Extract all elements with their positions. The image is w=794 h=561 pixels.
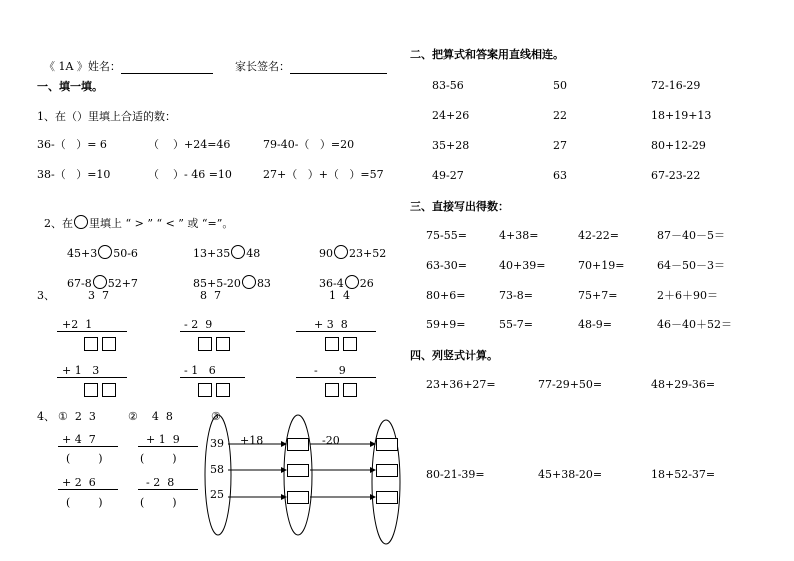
q2-title-pre: 2、在 [44,217,73,230]
compare-right: 83 [256,277,271,290]
parent-sign-label: 家长签名： [235,60,290,73]
mental-item[interactable]: 63-30= [426,259,467,272]
q1-item[interactable]: （ ）- 46 =10 [148,168,232,181]
compare-right: 52+7 [107,277,138,290]
match-expr[interactable]: 49-27 [432,169,464,182]
match-expr[interactable]: 83-56 [432,79,464,92]
match-answer[interactable]: 50 [553,79,567,92]
mental-item[interactable]: 75+7= [578,289,618,302]
answer-paren[interactable]: ( ) [140,496,177,509]
chain-op1: +18 [240,434,264,447]
q4-c-head: ③ [211,410,221,423]
q3-label: 3、 [37,289,55,302]
q4-op: + 1 9 [146,433,180,446]
mental-item[interactable]: 42-22= [578,229,619,242]
mental-item[interactable]: 80+6= [426,289,466,302]
q1-item[interactable]: （ ）+24=46 [148,138,231,151]
q1-item[interactable]: 27+（ ）+（ ）=57 [263,168,384,181]
q4-op: - 2 8 [146,476,175,489]
q4-label: 4、 [37,410,55,423]
chain-num: 25 [210,488,224,501]
chain-box-end[interactable] [376,438,398,451]
q3-op1: - 2 9 [184,318,213,331]
mental-item[interactable]: 59+9= [426,318,466,331]
q3-op1: + 3 8 [314,318,348,331]
q4-op: + 4 7 [62,433,96,446]
mental-item[interactable]: 48-9= [578,318,612,331]
chain-box-mid[interactable] [287,438,309,451]
match-expr[interactable]: 24+26 [432,109,470,122]
mental-item[interactable]: 40+39= [499,259,546,272]
q3-top: 8 7 [200,289,221,302]
q1-title: 1、在（）里填上合适的数： [37,110,176,123]
mental-item[interactable]: 75-55= [426,229,467,242]
compare-left: 67-8 [67,277,92,290]
match-answer[interactable]: 63 [553,169,567,182]
mental-item[interactable]: 70+19= [578,259,625,272]
vertical-calc[interactable]: 18+52-37= [651,468,716,481]
q4-op: + 2 6 [62,476,96,489]
section2-title: 二、把算式和答案用直线相连。 [410,48,564,61]
q3-op2: + 1 3 [62,364,100,377]
chain-box-end[interactable] [376,491,398,504]
chain-box-end[interactable] [376,464,398,477]
mental-item[interactable]: 4+38= [499,229,539,242]
match-expr[interactable]: 18+19+13 [651,109,712,122]
vertical-calc[interactable]: 48+29-36= [651,378,716,391]
mental-item[interactable]: 87－40－5＝ [657,229,725,242]
q1-item[interactable]: 79-40-（ ）=20 [263,138,355,151]
q3-op2: - 9 [314,364,346,377]
vertical-calc[interactable]: 45+38-20= [538,468,603,481]
mental-item[interactable]: 55-7= [499,318,533,331]
mental-item[interactable]: 73-8= [499,289,533,302]
compare-left: 85+5-20 [193,277,241,290]
q3-op1: +2 1 [62,318,93,331]
name-label: 《 1A 》姓名： [44,60,121,73]
chain-num: 39 [210,437,224,450]
section3-title: 三、直接写出得数： [410,200,509,213]
q4-a-head: ① 2 3 [58,410,96,423]
compare-left: 45+3 [67,247,98,260]
q1-item[interactable]: 38-（ ）=10 [37,168,111,181]
vertical-calc[interactable]: 80-21-39= [426,468,485,481]
section4-title: 四、列竖式计算。 [410,349,498,362]
compare-left: 36-4 [319,277,344,290]
q3-top: 1 4 [329,289,350,302]
compare-left: 13+35 [193,247,231,260]
match-answer[interactable]: 22 [553,109,567,122]
chain-num: 58 [210,463,224,476]
answer-paren[interactable]: ( ) [140,452,177,465]
q3-top: 3 7 [88,289,109,302]
compare-right: 26 [359,277,374,290]
mental-item[interactable]: 64－50－3＝ [657,259,725,272]
compare-right: 50-6 [113,247,138,260]
q2-title-post: 里填上 “ > ” “ < ” 或 “=”。 [89,217,234,230]
mental-item[interactable]: 46－40＋52＝ [657,318,732,331]
compare-right: 23+52 [349,247,387,260]
answer-paren[interactable]: ( ) [66,496,103,509]
chain-op2: -20 [322,434,340,447]
match-expr[interactable]: 35+28 [432,139,470,152]
chain-box-mid[interactable] [287,491,309,504]
section1-title: 一、填一填。 [37,80,103,93]
chain-box-mid[interactable] [287,464,309,477]
q4-b-head: ② 4 8 [128,410,173,423]
match-expr[interactable]: 67-23-22 [651,169,701,182]
match-answer[interactable]: 27 [553,139,567,152]
q1-item[interactable]: 36-（ ）= 6 [37,138,107,151]
compare-left: 90 [319,247,333,260]
answer-paren[interactable]: ( ) [66,452,103,465]
compare-right: 48 [246,247,261,260]
q3-op2: - 1 6 [184,364,216,377]
mental-item[interactable]: 2＋6＋90＝ [657,289,718,302]
match-expr[interactable]: 72-16-29 [651,79,701,92]
vertical-calc[interactable]: 77-29+50= [538,378,603,391]
vertical-calc[interactable]: 23+36+27= [426,378,496,391]
match-expr[interactable]: 80+12-29 [651,139,706,152]
